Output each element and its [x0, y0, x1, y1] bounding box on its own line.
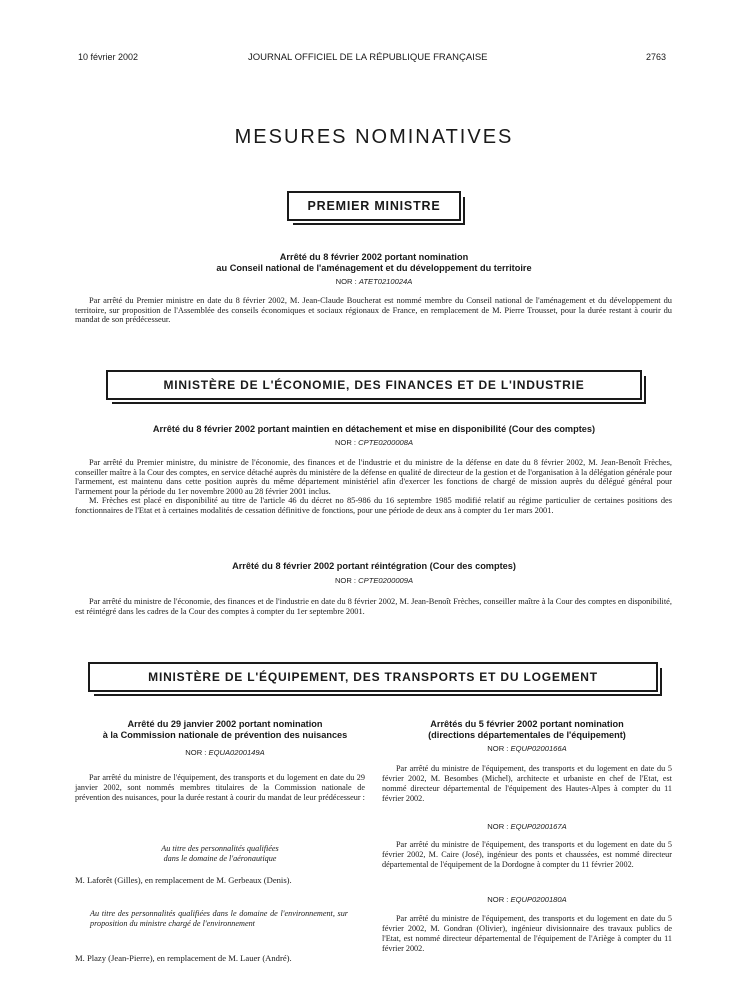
nor-code: ATET0210024A — [358, 277, 413, 286]
section-heading-economie: MINISTÈRE DE L'ÉCONOMIE, DES FINANCES ET DE L'INDUSTRIE — [106, 370, 642, 400]
member-entry — [75, 875, 365, 885]
nor-reference — [110, 576, 638, 586]
nor-code: EQUP0200167A — [510, 822, 567, 831]
arrete-body — [75, 773, 365, 803]
page-title: MESURES NOMINATIVES — [234, 126, 514, 148]
arrete-title — [80, 424, 668, 435]
nor-reference — [110, 277, 638, 287]
nor-reference — [382, 822, 672, 832]
arrete-title — [382, 719, 672, 741]
subheading-line: Au titre des personnalités qualifiées — [161, 844, 279, 853]
header-journal: JOURNAL OFFICIEL DE LA RÉPUBLIQUE FRANÇAISE — [248, 52, 488, 63]
subheading — [90, 909, 348, 929]
paragraph: Par arrêté du ministre de l'économie, des finances et de l'industrie en date du 8 février 2002, M. Jean-Benoît Frèches, conseiller maître à la Cour des comptes en disponibilité, est réintégré dans les cadres de la Cour des comptes à compter du 1er septembre 2001. — [75, 597, 672, 616]
nor-reference — [110, 438, 638, 448]
arrete-title-line: Arrêtés du 5 février 2002 portant nomination — [430, 719, 624, 729]
nor-label: NOR : — [334, 438, 357, 447]
header-page-number: 2763 — [646, 52, 667, 62]
nor-code: EQUP0200180A — [510, 895, 567, 904]
arrete-body — [382, 764, 672, 804]
arrete-body — [382, 840, 672, 870]
paragraph: M. Frèches est placé en disponibilité au titre de l'article 46 du décret no 85-986 du 16 septembre 1985 modifié relatif au régime particulier de certaines positions des fonctionnaires de l'Etat et à certaines modalités de cessation définitive de fonctions, pour une période de deux ans à compter du 1er mars 2001. — [75, 496, 672, 515]
nor-reference — [382, 744, 672, 754]
nor-label: NOR : — [334, 576, 357, 585]
nor-reference — [382, 895, 672, 905]
paragraph: Par arrêté du Premier ministre en date du 8 février 2002, M. Jean-Claude Boucherat est nommé membre du Conseil national de l'aménagement et du développement du territoire, sur proposition de l'Assemblée des conseils économiques et sociaux régionaux de France, en remplacement de M. Pierre Trousset, pour la durée restant à courir du mandat de son prédécesseur. — [75, 296, 672, 325]
member-line: M. Laforêt (Gilles), en remplacement de M. Gerbeaux (Denis). — [75, 875, 292, 885]
nor-code: EQUA0200149A — [208, 748, 265, 757]
arrete-title-line: Arrêté du 8 février 2002 portant réintégration (Cour des comptes) — [232, 561, 516, 571]
arrete-title-line: Arrêté du 8 février 2002 portant nomination — [279, 252, 469, 262]
member-entry — [75, 953, 365, 963]
arrete-title-line: au Conseil national de l'aménagement et du développement du territoire — [216, 263, 532, 273]
subheading-line: Au titre des personnalités qualifiées dans le domaine de l'environnement, sur proposition du ministre chargé de l'environnement — [90, 909, 348, 928]
arrete-title-line: Arrêté du 29 janvier 2002 portant nomination — [127, 719, 323, 729]
paragraph: Par arrêté du ministre de l'équipement, des transports et du logement en date du 5 février 2002, M. Gondran (Olivier), ingénieur divisionnaire des travaux publics de l'Etat, est nommé directeur départemental de l'équipement de l'Ariège à compter du 11 février 2002. — [382, 914, 672, 953]
nor-label: NOR : — [487, 895, 509, 904]
header-date: 10 février 2002 — [78, 52, 139, 62]
subheading — [75, 844, 365, 864]
nor-code: EQUP0200166A — [510, 744, 567, 753]
arrete-title — [110, 252, 638, 274]
arrete-body — [75, 296, 672, 325]
section-heading-equipement: MINISTÈRE DE L'ÉQUIPEMENT, DES TRANSPORTS ET DU LOGEMENT — [88, 662, 658, 692]
arrete-title — [78, 719, 372, 741]
section-heading-premier-ministre: PREMIER MINISTRE — [287, 191, 461, 221]
arrete-body — [382, 914, 672, 954]
arrete-title-line: à la Commission nationale de prévention des nuisances — [102, 730, 348, 740]
nor-label: NOR : — [185, 748, 207, 757]
nor-label: NOR : — [335, 277, 357, 286]
paragraph: Par arrêté du ministre de l'équipement, des transports et du logement en date du 5 février 2002, M. Caire (José), ingénieur des ponts et chaussées, est nommé directeur départemental de l'équipement de la Dordogne à compter du 11 février 2002. — [382, 840, 672, 869]
subheading-line: dans le domaine de l'aéronautique — [163, 854, 277, 863]
nor-reference — [78, 748, 372, 758]
arrete-body — [75, 458, 672, 516]
paragraph: Par arrêté du ministre de l'équipement, des transports et du logement en date du 5 février 2002, M. Besombes (Michel), architecte et urbaniste en chef de l'Etat, est nommé directeur départemental de l'équipement des Hautes-Alpes à compter du 11 février 2002. — [382, 764, 672, 803]
arrete-title — [110, 561, 638, 572]
arrete-title-line: Arrêté du 8 février 2002 portant maintien en détachement et mise en disponibilité (Cour des comptes) — [152, 424, 596, 434]
paragraph: Par arrêté du ministre de l'équipement, des transports et du logement en date du 29 janvier 2002, sont nommés membres titulaires de la Commission nationale de prévention des nuisances, pour la durée restant à courir du mandat de leur prédécesseur : — [75, 773, 365, 802]
arrete-body — [75, 597, 672, 616]
nor-label: NOR : — [487, 744, 509, 753]
nor-code: CPTE0200009A — [358, 576, 414, 585]
paragraph: Par arrêté du Premier ministre, du ministre de l'économie, des finances et de l'industrie et du ministre de la défense en date du 8 février 2002, M. Jean-Benoît Frèches, conseiller maître à la Cour des comptes, en service détaché auprès du ministère de la défense en qualité de directeur de la gestion et de l'organisation à la délégation générale pour l'armement, est maintenu dans cette position auprès du même département ministériel afin d'exercer les fonctions de chargé de mission auprès du délégué général pour l'armement pour la période du 1er novembre 2000 au 28 février 2001 inclus. — [75, 458, 672, 496]
member-line: M. Plazy (Jean-Pierre), en remplacement de M. Lauer (André). — [75, 953, 292, 963]
arrete-title-line: (directions départementales de l'équipement) — [428, 730, 626, 740]
nor-label: NOR : — [487, 822, 509, 831]
nor-code: CPTE0200008A — [358, 438, 414, 447]
